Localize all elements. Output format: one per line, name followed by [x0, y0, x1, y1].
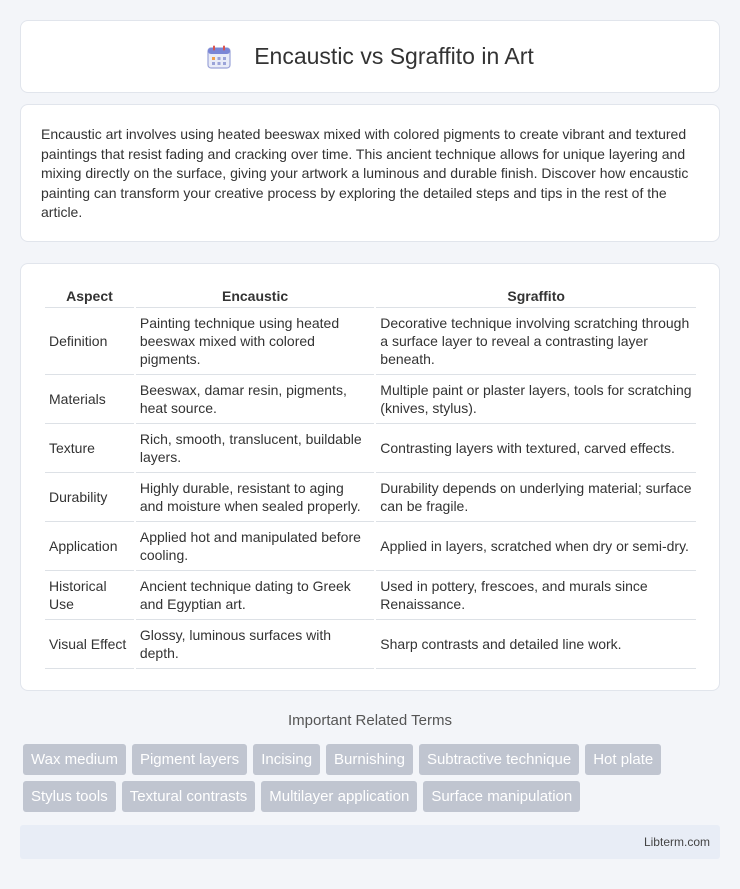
- term-tag[interactable]: Textural contrasts: [122, 781, 256, 812]
- cell-aspect: Visual Effect: [45, 620, 134, 669]
- comparison-table-card: [20, 263, 720, 691]
- term-tag[interactable]: Surface manipulation: [423, 781, 580, 812]
- intro-card: [20, 104, 720, 242]
- cell-aspect: Materials: [45, 375, 134, 424]
- term-tag[interactable]: Incising: [253, 744, 320, 775]
- cell-sgraffito: Multiple paint or plaster layers, tools for scratching (knives, stylus).: [376, 375, 696, 424]
- table-row: [45, 571, 696, 620]
- comparison-table: [43, 286, 698, 669]
- cell-sgraffito: Applied in layers, scratched when dry or semi-dry.: [376, 522, 696, 571]
- cell-sgraffito: Durability depends on underlying material; surface can be fragile.: [376, 473, 696, 522]
- cell-encaustic: Beeswax, damar resin, pigments, heat source.: [136, 375, 374, 424]
- table-row: [45, 308, 696, 375]
- table-header-row: [45, 286, 696, 308]
- cell-encaustic: Applied hot and manipulated before cooling.: [136, 522, 374, 571]
- cell-sgraffito: Contrasting layers with textured, carved effects.: [376, 424, 696, 473]
- term-tag[interactable]: Hot plate: [585, 744, 661, 775]
- cell-encaustic: Ancient technique dating to Greek and Egyptian art.: [136, 571, 374, 620]
- table-row: [45, 375, 696, 424]
- term-tag[interactable]: Subtractive technique: [419, 744, 579, 775]
- cell-aspect: Application: [45, 522, 134, 571]
- related-terms-list: [23, 744, 713, 818]
- header-encaustic: Encaustic: [136, 286, 374, 308]
- term-tag[interactable]: Pigment layers: [132, 744, 247, 775]
- cell-encaustic: Rich, smooth, translucent, buildable layers.: [136, 424, 374, 473]
- cell-aspect: Durability: [45, 473, 134, 522]
- header-aspect: Aspect: [45, 286, 134, 308]
- calendar-icon: [206, 44, 232, 70]
- footer: [20, 825, 720, 859]
- table-row: [45, 473, 696, 522]
- intro-paragraph: Encaustic art involves using heated beeswax mixed with colored pigments to create vibrant and textured paintings that resist fading and cracking over time. This ancient technique allows for unique layering and mixing directly on the surface, giving your artwork a luminous and durable finish. Discover how encaustic painting can transform your creative process by exploring the detailed steps and tips in the rest of the article.: [41, 126, 689, 221]
- cell-sgraffito: Decorative technique involving scratching through a surface layer to reveal a contrasting layer beneath.: [376, 308, 696, 375]
- cell-aspect: Historical Use: [45, 571, 134, 620]
- cell-encaustic: Highly durable, resistant to aging and moisture when sealed properly.: [136, 473, 374, 522]
- cell-sgraffito: Sharp contrasts and detailed line work.: [376, 620, 696, 669]
- cell-aspect: Definition: [45, 308, 134, 375]
- title-card: [20, 20, 720, 93]
- table-row: [45, 620, 696, 669]
- cell-encaustic: Painting technique using heated beeswax mixed with colored pigments.: [136, 308, 374, 375]
- page-title: Encaustic vs Sgraffito in Art: [254, 43, 534, 69]
- term-tag[interactable]: Stylus tools: [23, 781, 116, 812]
- term-tag[interactable]: Burnishing: [326, 744, 413, 775]
- header-sgraffito: Sgraffito: [376, 286, 696, 308]
- table-row: [45, 522, 696, 571]
- cell-aspect: Texture: [45, 424, 134, 473]
- term-tag[interactable]: Wax medium: [23, 744, 126, 775]
- cell-sgraffito: Used in pottery, frescoes, and murals since Renaissance.: [376, 571, 696, 620]
- cell-encaustic: Glossy, luminous surfaces with depth.: [136, 620, 374, 669]
- term-tag[interactable]: Multilayer application: [261, 781, 417, 812]
- footer-brand-link[interactable]: Libterm.com: [643, 835, 710, 849]
- related-terms-heading: Important Related Terms: [288, 712, 452, 729]
- table-row: [45, 424, 696, 473]
